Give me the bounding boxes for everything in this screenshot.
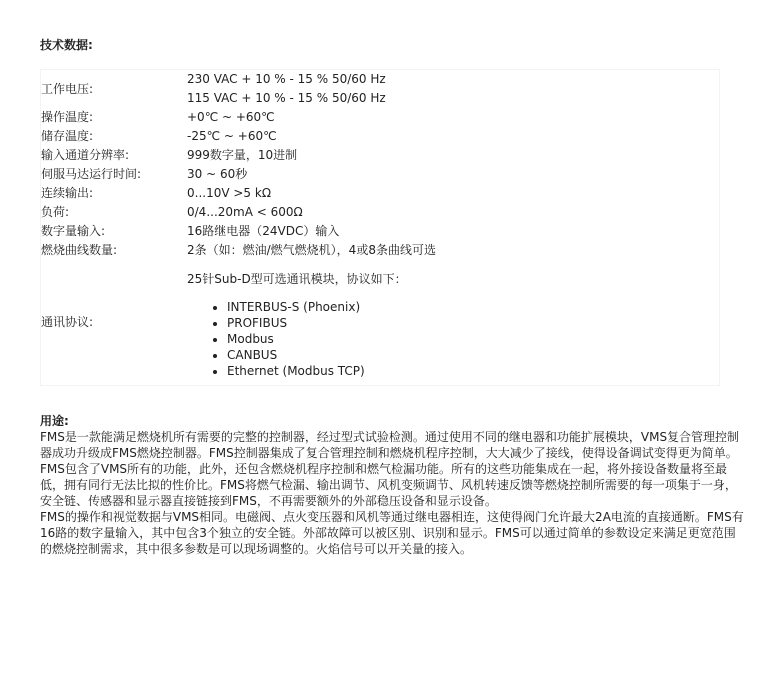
- spec-row-comm: [41, 260, 719, 385]
- list-item: • CANBUS: [227, 347, 719, 363]
- spec-row-storage-temp: [41, 127, 719, 146]
- spec-value: 2条（如：燃油/燃气燃烧机），4或8条曲线可选: [187, 243, 436, 257]
- spec-value: +0℃ ~ +60℃: [187, 110, 275, 124]
- spec-label: 负荷:: [41, 205, 70, 219]
- spec-row-curves: [41, 241, 719, 260]
- spec-row-op-temp: [41, 108, 719, 127]
- spec-value: 30 ~ 60秒: [187, 167, 248, 181]
- spec-label: 连续输出:: [41, 186, 94, 200]
- spec-label: 储存温度:: [41, 129, 94, 143]
- spec-value: 0...10V >5 kΩ: [187, 186, 271, 200]
- spec-label: 燃烧曲线数量:: [41, 243, 118, 257]
- spec-row-digital-in: [41, 222, 719, 241]
- protocol-list: [187, 299, 719, 379]
- spec-table-container: [40, 69, 720, 386]
- spec-value: 16路继电器（24VDC）输入: [187, 224, 340, 238]
- usage-section-title: 用途:: [40, 414, 69, 428]
- spec-value: -25℃ ~ +60℃: [187, 129, 277, 143]
- voltage-line-1: 230 VAC + 10 % - 15 % 50/60 Hz: [187, 72, 386, 86]
- list-item: • PROFIBUS: [227, 315, 719, 331]
- spec-section-title: 技术数据:: [40, 38, 93, 52]
- list-item: • Ethernet (Modbus TCP): [227, 363, 719, 379]
- spec-row-resolution: [41, 146, 719, 165]
- usage-paragraph-1: FMS是一款能满足燃烧机所有需要的完整的控制器，经过型式试验检测。通过使用不同的继电器和功能扩展模块，VMS复合管理控制器成功升级成FMS燃烧控制器。FMS控制器集成了复合管理控制和燃烧机程序控制，大大减少了接线，使得设备调试变得更为简单。: [40, 430, 740, 460]
- list-item: • INTERBUS-S (Phoenix): [227, 299, 719, 315]
- spec-label: 工作电压:: [41, 81, 94, 96]
- spec-value: 0/4...20mA < 600Ω: [187, 205, 303, 219]
- spec-row-servo-time: [41, 165, 719, 184]
- spec-row-load: [41, 203, 719, 222]
- comm-intro: 25针Sub-D型可选通讯模块，协议如下：: [187, 272, 407, 286]
- document: [40, 36, 744, 557]
- list-item: • Modbus: [227, 331, 719, 347]
- spec-row-continuous-out: [41, 184, 719, 203]
- voltage-line-2: 115 VAC + 10 % - 15 % 50/60 Hz: [187, 91, 386, 105]
- spec-table: [41, 70, 719, 385]
- spec-label: 输入通道分辨率:: [41, 148, 130, 162]
- spec-label: 伺服马达运行时间:: [41, 167, 142, 181]
- spec-value: [187, 260, 719, 385]
- spec-label: 操作温度:: [41, 110, 94, 124]
- spec-row-voltage: [41, 70, 719, 108]
- usage-paragraph-2: FMS包含了VMS所有的功能，此外，还包含燃烧机程序控制和燃气检漏功能。所有的这些功能集成在一起，将外接设备数量将至最低，拥有同行无法比拟的性价比。FMS将燃气检漏、输出调节、风机变频调节、风机转速反馈等燃烧控制所需要的每一项集于一身，安全链、传感器和显示器直接链接到FMS，不再需要额外的外部稳压设备和显示设备。: [40, 462, 737, 508]
- spec-label: 数字量输入:: [41, 224, 106, 238]
- spec-label: 通讯协议:: [41, 315, 94, 329]
- spec-value: 999数字量，10进制: [187, 148, 298, 162]
- usage-paragraph-3: FMS的操作和视觉数据与VMS相同。电磁阀、点火变压器和风机等通过继电器相连，这使得阀门允许最大2A电流的直接通断。FMS有16路的数字量输入，其中包含3个独立的安全链。外部故障可以被区别、识别和显示。FMS可以通过简单的参数设定来满足更宽范围的燃烧控制需求，其中很多参数是可以现场调整的。火焰信号可以开关量的接入。: [40, 510, 744, 556]
- spec-value: [187, 70, 719, 108]
